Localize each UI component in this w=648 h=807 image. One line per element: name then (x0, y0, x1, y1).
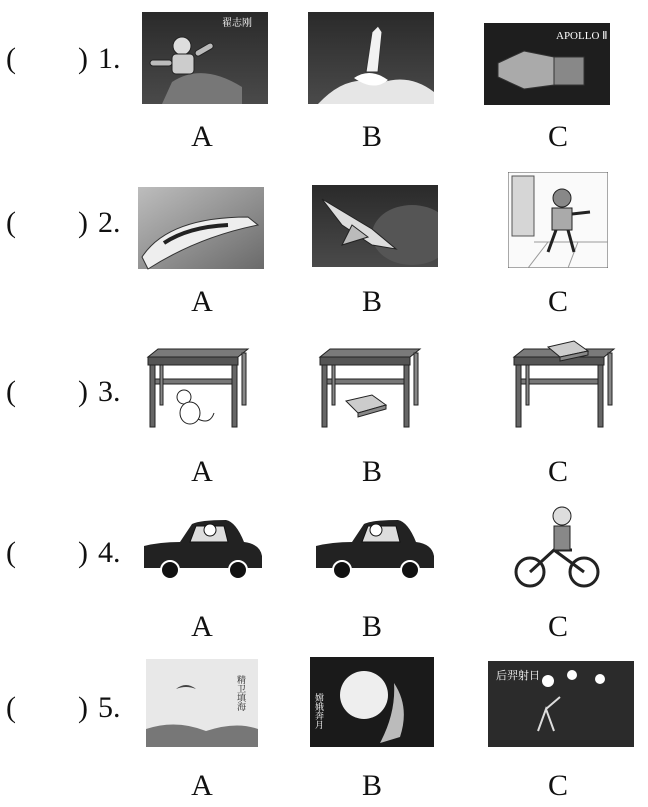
option-a-label: A (191, 610, 213, 643)
option-b-label: B (361, 610, 382, 643)
man-driving-car-icon (140, 502, 266, 594)
question-row-2 (0, 170, 648, 320)
question-row-5 (0, 655, 648, 805)
question-number: 1. (98, 42, 121, 75)
question-row-3 (0, 335, 648, 488)
option-c-image[interactable] (508, 172, 608, 268)
option-b-image[interactable] (306, 339, 432, 431)
space-shuttle-icon (312, 180, 438, 272)
robot-icon (508, 172, 608, 268)
option-b-label: B (361, 455, 382, 488)
caption-text: 后羿射日 (496, 669, 540, 682)
option-c-label: C (547, 285, 568, 318)
option-c-image[interactable] (488, 661, 634, 747)
cat-under-desk-icon (134, 339, 260, 431)
option-c-image[interactable] (500, 339, 626, 431)
caption-text: 翟志刚 (222, 18, 252, 29)
option-a-label: A (191, 285, 213, 318)
question-number: 4. (98, 536, 121, 569)
book-on-desk-icon (500, 339, 626, 431)
option-c-image[interactable] (510, 500, 610, 596)
answer-paren-open[interactable]: ( (6, 375, 16, 408)
caption-text: 精卫填海 (235, 675, 245, 711)
option-c-label: C (547, 455, 568, 488)
bird-over-sea-icon (146, 659, 258, 747)
astronaut-spacewalk-icon (142, 12, 268, 104)
option-a-label: A (191, 120, 213, 153)
option-a-image[interactable] (134, 339, 260, 431)
high-speed-train-icon (138, 182, 264, 274)
question-number: 2. (98, 206, 121, 239)
option-a-image[interactable] (140, 502, 266, 594)
option-a-image[interactable] (142, 12, 268, 104)
moon-fairy-icon (310, 657, 434, 747)
option-a-image[interactable] (146, 659, 258, 747)
question-row-1 (0, 0, 648, 153)
answer-paren-open[interactable]: ( (6, 691, 16, 724)
option-b-image[interactable] (310, 657, 434, 747)
option-b-label: B (361, 285, 382, 318)
answer-paren-close: ) (78, 691, 88, 724)
option-b-image[interactable] (312, 180, 438, 272)
option-a-label: A (191, 455, 213, 488)
option-c-label: C (547, 610, 568, 643)
answer-paren-close: ) (78, 42, 88, 75)
option-b-label: B (361, 120, 382, 153)
option-b-image[interactable] (308, 12, 434, 104)
archer-suns-icon (488, 661, 634, 747)
option-c-label: C (547, 769, 568, 802)
option-c-image[interactable] (484, 18, 610, 110)
woman-driving-car-icon (312, 502, 438, 594)
answer-paren-close: ) (78, 536, 88, 569)
answer-paren-open[interactable]: ( (6, 42, 16, 75)
caption-text: 嫦娥奔月 (313, 693, 323, 729)
answer-paren-open[interactable]: ( (6, 536, 16, 569)
answer-paren-close: ) (78, 375, 88, 408)
option-c-label: C (547, 120, 568, 153)
apollo-spacecraft-icon (484, 18, 610, 110)
rocket-launch-icon (308, 12, 434, 104)
caption-text: APOLLO Ⅱ (556, 30, 608, 42)
option-a-label: A (191, 769, 213, 802)
question-number: 5. (98, 691, 121, 724)
answer-paren-close: ) (78, 206, 88, 239)
book-under-desk-icon (306, 339, 432, 431)
option-b-label: B (361, 769, 382, 802)
option-a-image[interactable] (138, 182, 264, 274)
answer-paren-open[interactable]: ( (6, 206, 16, 239)
question-number: 3. (98, 375, 121, 408)
question-row-4 (0, 500, 648, 650)
option-b-image[interactable] (312, 502, 438, 594)
boy-riding-bike-icon (510, 500, 610, 596)
